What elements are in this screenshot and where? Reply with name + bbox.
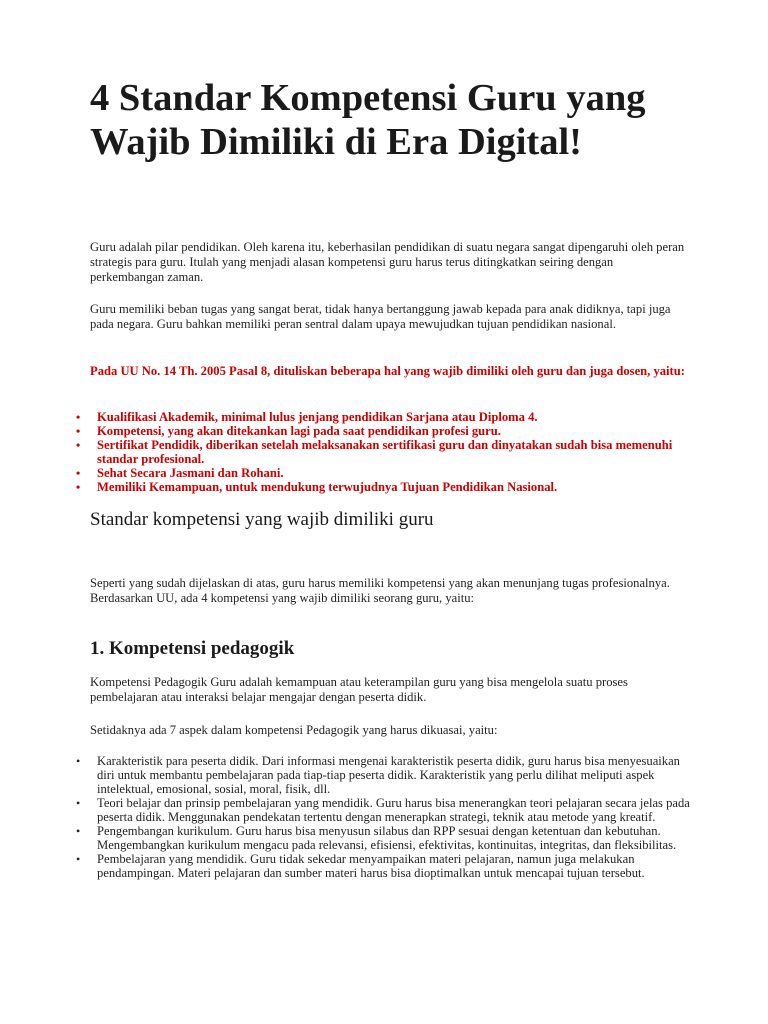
list-item: • Memiliki Kemampuan, untuk mendukung terwujudnya Tujuan Pendidikan Nasional.	[76, 480, 558, 494]
list-item: • Kualifikasi Akademik, minimal lulus jenjang pendidikan Sarjana atau Diploma 4.	[76, 410, 538, 424]
bullet-icon: •	[76, 438, 81, 452]
law-list	[0, 410, 700, 494]
list-item: • Pembelajaran yang mendidik. Guru tidak sekedar menyampaikan materi pelajaran, namun juga melakukan pendampingan. Materi pelajaran dan sumber materi harus bisa dioptimalkan untuk mencapai tujuan tersebut.	[76, 852, 645, 880]
law-intro: Pada UU No. 14 Th. 2005 Pasal 8, dituliskan beberapa hal yang wajib dimiliki oleh guru dan juga dosen, yaitu:	[90, 364, 685, 378]
list-item: • Karakteristik para peserta didik. Dari informasi mengenai karakteristik peserta didik, guru harus bisa menyesuaikan diri untuk membantu pembelajaran pada tiap-tiap peserta didik. Karakteristik yang perlu dilihat meliputi aspek intelektual, emosional, sosial, moral, fisik, dll.	[76, 754, 680, 796]
intro-paragraph-1: Guru adalah pilar pendidikan. Oleh karena itu, keberhasilan pendidikan di suatu negara sangat dipengaruhi oleh peran strategis para guru. Itulah yang menjadi alasan kompetensi guru harus terus ditingkatkan seiring dengan perkembangan zaman.	[90, 240, 685, 284]
aspects-intro: Setidaknya ada 7 aspek dalam kompetensi Pedagogik yang harus dikuasai, yaitu:	[90, 723, 498, 737]
bullet-icon: •	[76, 852, 81, 866]
bullet-icon: •	[76, 424, 81, 438]
section-paragraph: Seperti yang sudah dijelaskan di atas, guru harus memiliki kompetensi yang akan menunjang tugas profesionalnya. Berdasarkan UU, ada 4 kompetensi yang wajib dimiliki seorang guru, yaitu:	[90, 576, 670, 605]
list-item: • Teori belajar dan prinsip pembelajaran yang mendidik. Guru harus bisa menerangkan teori pelajaran secara jelas pada peserta didik. Menggunakan pendekatan tertentu dengan menerapkan strategi, teknik atau metode yang kreatif.	[76, 796, 690, 824]
section-heading: Standar kompetensi yang wajib dimiliki guru	[90, 509, 434, 530]
list-item: • Pengembangan kurikulum. Guru harus bisa menyusun silabus dan RPP sesuai dengan ketentuan dan kebutuhan. Mengembangkan kurikulum mengacu pada relevansi, efisiensi, efektivitas, kontinuitas, integritas, dan fleksibilitas.	[76, 824, 677, 852]
list-item: • Sehat Secara Jasmani dan Rohani.	[76, 466, 284, 480]
bullet-icon: •	[76, 466, 81, 480]
list-item: • Sertifikat Pendidik, diberikan setelah melaksanakan sertifikasi guru dan dinyatakan sudah bisa memenuhi standar profesional.	[76, 438, 673, 466]
bullet-icon: •	[76, 824, 81, 838]
list-item: • Kompetensi, yang akan ditekankan lagi pada saat pendidikan profesi guru.	[76, 424, 501, 438]
aspects-list	[0, 754, 700, 880]
bullet-icon: •	[76, 410, 81, 424]
bullet-icon: •	[76, 796, 81, 810]
bullet-icon: •	[76, 480, 81, 494]
pedagogik-paragraph: Kompetensi Pedagogik Guru adalah kemampuan atau keterampilan guru yang bisa mengelola suatu proses pembelajaran atau interaksi belajar mengajar dengan peserta didik.	[90, 675, 628, 704]
sub-heading-pedagogik: 1. Kompetensi pedagogik	[90, 638, 295, 659]
page-title: 4 Standar Kompetensi Guru yang Wajib Dimiliki di Era Digital!	[90, 77, 646, 163]
intro-paragraph-2: Guru memiliki beban tugas yang sangat berat, tidak hanya bertanggung jawab kepada para anak didiknya, tapi juga pada negara. Guru bahkan memiliki peran sentral dalam upaya mewujudkan tujuan pendidikan nasional.	[90, 302, 671, 331]
bullet-icon: •	[76, 754, 81, 768]
